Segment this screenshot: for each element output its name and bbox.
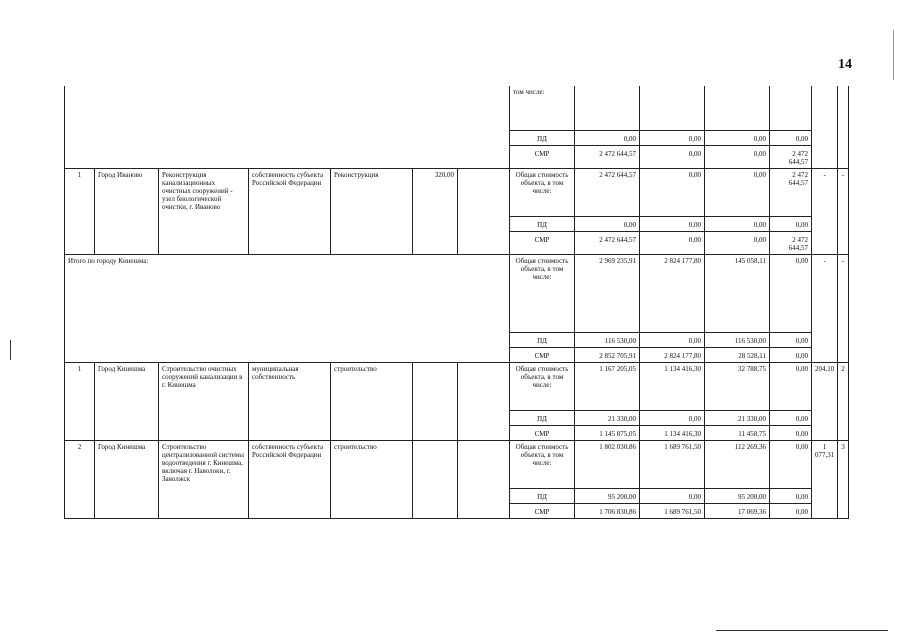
cell-value: 0,00 <box>640 145 705 168</box>
cell-capacity <box>413 362 458 440</box>
cell-power: - <box>812 254 838 362</box>
cell-index: - <box>838 168 849 254</box>
cell-capacity: 320,00 <box>413 168 458 254</box>
cell-work: Реконструкция <box>331 168 413 254</box>
cell-type: ПД <box>510 332 575 347</box>
cell-value: 145 058,11 <box>705 254 770 332</box>
cell-value: 0,00 <box>770 347 812 362</box>
cell-type: СМР <box>510 145 575 168</box>
table-row <box>65 440 849 488</box>
cell-empty <box>575 86 640 130</box>
cell-capacity <box>413 440 458 518</box>
cell-value: 21 330,00 <box>575 410 640 425</box>
cell-object: Строительство централизованной системы водоотведения г. Кинешма, включая г. Наволоки, г. Заволжск <box>159 440 249 518</box>
cell-power: 1 077,31 <box>812 440 838 518</box>
cell-empty <box>458 440 510 518</box>
cell-value: 1 134 416,30 <box>640 362 705 410</box>
cell-value: 2 472 644,57 <box>575 145 640 168</box>
page-number: 14 <box>838 57 852 72</box>
cell-value: 95 200,00 <box>575 488 640 503</box>
cell-type: Общая стоимость объекта, в том числе: <box>510 362 575 410</box>
cell-value: 95 200,00 <box>705 488 770 503</box>
cell-empty <box>458 362 510 440</box>
cell-work: строительство <box>331 440 413 518</box>
cell-value: 0,00 <box>640 231 705 254</box>
cell-work: строительство <box>331 362 413 440</box>
cell-num: 2 <box>65 440 95 518</box>
cell-value: 0,00 <box>705 231 770 254</box>
cell-value: 0,00 <box>770 410 812 425</box>
cell-type: ПД <box>510 410 575 425</box>
cell-value: 1 145 875,05 <box>575 425 640 440</box>
cell-value: 112 269,36 <box>705 440 770 488</box>
cell-value: 32 788,75 <box>705 362 770 410</box>
cell-empty <box>770 86 812 130</box>
cell-value: 0,00 <box>770 332 812 347</box>
cell-object: Строительство очистных сооружений канализации в г. Кинешма <box>159 362 249 440</box>
table-row <box>65 362 849 410</box>
table-row <box>65 168 849 216</box>
table-row <box>65 254 849 332</box>
cell-value: 0,00 <box>770 216 812 231</box>
cell-num: 1 <box>65 362 95 440</box>
cell-value: 116 530,00 <box>705 332 770 347</box>
cell-empty <box>458 168 510 254</box>
cell-value: 0,00 <box>770 488 812 503</box>
cell-type: СМР <box>510 503 575 518</box>
cell-value: 0,00 <box>770 425 812 440</box>
cell-power: 204,10 <box>812 362 838 440</box>
cell-index: 3 <box>838 440 849 518</box>
cell-value: 28 528,11 <box>705 347 770 362</box>
scan-mark-right <box>893 30 894 80</box>
cell-owner: муниципальная собственность <box>249 362 331 440</box>
cell-value: 0,00 <box>705 145 770 168</box>
cell-owner: собственность субъекта Российской Федерации <box>249 440 331 518</box>
cell-type: СМР <box>510 347 575 362</box>
cell-empty <box>640 86 705 130</box>
cell-value: 2 852 705,91 <box>575 347 640 362</box>
empty-block <box>65 86 510 168</box>
budget-table <box>64 86 849 519</box>
cell-type: СМР <box>510 425 575 440</box>
cell-value: 1 689 761,50 <box>640 503 705 518</box>
cell-num: 1 <box>65 168 95 254</box>
cell-owner: собственность субъекта Российской Федерации <box>249 168 331 254</box>
cell-value: 0,00 <box>705 216 770 231</box>
cell-value: 1 802 030,86 <box>575 440 640 488</box>
cell-city: Город Иваново <box>95 168 159 254</box>
cell-index: 2 <box>838 362 849 440</box>
cell-value: 2 472 644,57 <box>770 145 812 168</box>
cell-city: Город Кинешма <box>95 440 159 518</box>
cell-value: 0,00 <box>640 410 705 425</box>
table-row <box>65 86 849 130</box>
cell-type: Общая стоимость объекта, в том числе: <box>510 168 575 216</box>
cell-value: 11 458,75 <box>705 425 770 440</box>
cell-type: Общая стоимость объекта, в том числе: <box>510 254 575 332</box>
cell-value: 0,00 <box>640 488 705 503</box>
cell-empty <box>705 86 770 130</box>
cell-value: 2 472 644,57 <box>770 168 812 216</box>
cell-value: 0,00 <box>575 130 640 145</box>
cell-value: 0,00 <box>770 362 812 410</box>
cell-value: 1 706 830,86 <box>575 503 640 518</box>
cell-value: 1 167 205,05 <box>575 362 640 410</box>
cell-value: 0,00 <box>770 503 812 518</box>
cell-value: 116 530,00 <box>575 332 640 347</box>
scan-mark-left <box>10 340 11 360</box>
cell-type: ПД <box>510 130 575 145</box>
cell-value: 0,00 <box>640 216 705 231</box>
cell-city: Город Кинешма <box>95 362 159 440</box>
budget-table-sheet <box>64 86 849 519</box>
cell-empty <box>812 86 838 168</box>
cell-value: 0,00 <box>770 130 812 145</box>
cell-value: 21 330,00 <box>705 410 770 425</box>
cell-value: 0,00 <box>575 216 640 231</box>
cell-type: ПД <box>510 216 575 231</box>
cell-value: 1 134 416,30 <box>640 425 705 440</box>
scan-mark-bottom <box>716 630 888 631</box>
cell-type: том числе: <box>510 86 575 130</box>
cell-empty <box>838 86 849 168</box>
cell-object: Реконструкция канализационных очистных сооружений - узел биологической очистки, г. Иваново <box>159 168 249 254</box>
cell-value: 0,00 <box>640 168 705 216</box>
cell-power: - <box>812 168 838 254</box>
cell-value: 2 969 235,91 <box>575 254 640 332</box>
cell-value: 2 472 644,57 <box>575 168 640 216</box>
cell-value: 2 824 177,80 <box>640 347 705 362</box>
cell-value: 2 824 177,80 <box>640 254 705 332</box>
cell-index: - <box>838 254 849 362</box>
cell-value: 0,00 <box>705 130 770 145</box>
cell-value: 0,00 <box>640 130 705 145</box>
cell-value: 0,00 <box>770 440 812 488</box>
cell-value: 1 689 761,50 <box>640 440 705 488</box>
cell-type: ПД <box>510 488 575 503</box>
cell-value: 2 472 644,57 <box>575 231 640 254</box>
cell-type: Общая стоимость объекта, в том числе: <box>510 440 575 488</box>
cell-value: 2 472 644,57 <box>770 231 812 254</box>
cell-value: 0,00 <box>640 332 705 347</box>
cell-value: 0,00 <box>770 254 812 332</box>
cell-value: 17 069,36 <box>705 503 770 518</box>
cell-value: 0,00 <box>705 168 770 216</box>
cell-total-label: Итого по городу Кинешма: <box>65 254 510 362</box>
cell-type: СМР <box>510 231 575 254</box>
